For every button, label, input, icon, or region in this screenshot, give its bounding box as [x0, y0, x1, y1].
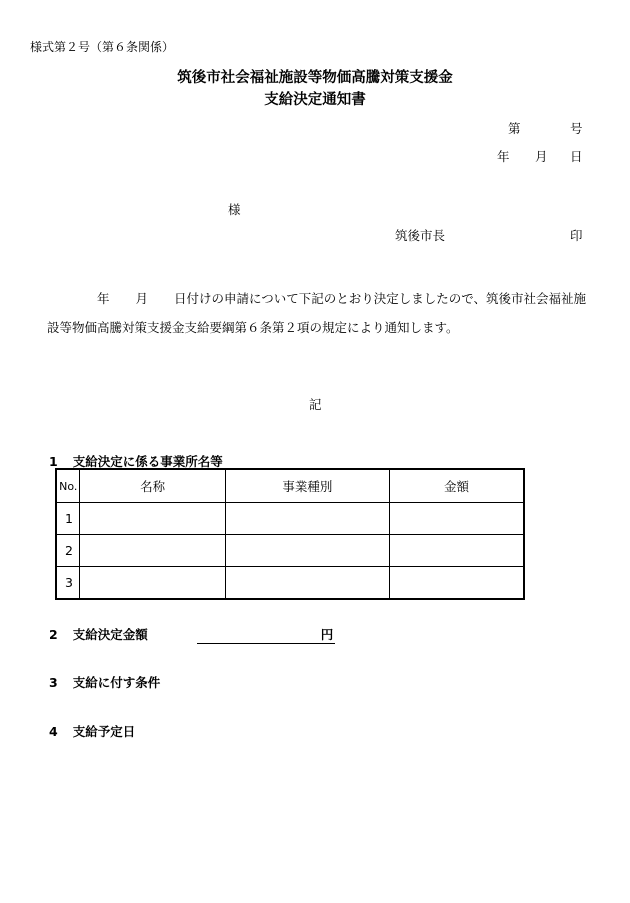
header-name: 名称 — [80, 469, 225, 503]
section-2-label: 支給決定金額 — [72, 627, 148, 642]
cell-name — [80, 567, 225, 600]
document-title-line1: 筑後市社会福祉施設等物価高騰対策支援金 — [177, 70, 453, 86]
date-day-label: 日 — [570, 149, 583, 164]
cell-amount — [390, 535, 524, 567]
section-3-heading — [49, 673, 160, 691]
row-number: 3 — [56, 567, 80, 600]
section-2-number: 2 — [49, 627, 58, 642]
section-3-label: 支給に付す条件 — [72, 675, 161, 690]
body-month-label: 月 — [135, 291, 149, 306]
reference-go: 号 — [570, 121, 583, 136]
section-4-label: 支給予定日 — [72, 724, 136, 739]
header-no: No. — [56, 469, 80, 503]
seal-mark: 印 — [570, 228, 583, 243]
table-row — [56, 535, 524, 567]
header-amount: 金額 — [390, 469, 524, 503]
cell-amount — [390, 503, 524, 535]
cell-type — [225, 503, 389, 535]
ki-heading: 記 — [309, 397, 322, 412]
table-row — [56, 567, 524, 600]
cell-type — [225, 567, 389, 600]
cell-amount — [390, 567, 524, 600]
body-year-label: 年 — [97, 291, 110, 306]
sender-name: 筑後市長 — [395, 228, 446, 243]
row-number: 2 — [56, 535, 80, 567]
reference-dai: 第 — [508, 121, 521, 136]
date-month-label: 月 — [535, 149, 548, 164]
form-number: 様式第２号（第６条関係） — [30, 40, 175, 54]
section-2-heading — [49, 625, 335, 644]
amount-blank-line — [197, 629, 321, 644]
table-row — [56, 503, 524, 535]
section-1-label: 支給決定に係る事業所名等 — [72, 454, 223, 469]
body-text: 日付けの申請について下記のとおり決定しましたので、筑後市社会福祉施設等物価高騰対策支援金支給要綱第６条第２項の規定により通知します。 — [47, 291, 587, 335]
cell-name — [80, 535, 225, 567]
section-1-number: 1 — [49, 454, 58, 469]
amount-unit: 円 — [320, 627, 334, 642]
facility-table — [55, 468, 525, 600]
document-title-line2: 支給決定通知書 — [264, 92, 366, 108]
section-4-number: 4 — [49, 724, 58, 739]
header-type: 事業種別 — [225, 469, 389, 503]
cell-type — [225, 535, 389, 567]
date-year-label: 年 — [497, 149, 510, 164]
section-3-number: 3 — [49, 675, 58, 690]
table-header-row — [56, 469, 524, 503]
notice-body — [47, 284, 587, 342]
section-4-heading — [49, 722, 135, 740]
cell-name — [80, 503, 225, 535]
row-number: 1 — [56, 503, 80, 535]
addressee-suffix: 様 — [228, 202, 241, 217]
